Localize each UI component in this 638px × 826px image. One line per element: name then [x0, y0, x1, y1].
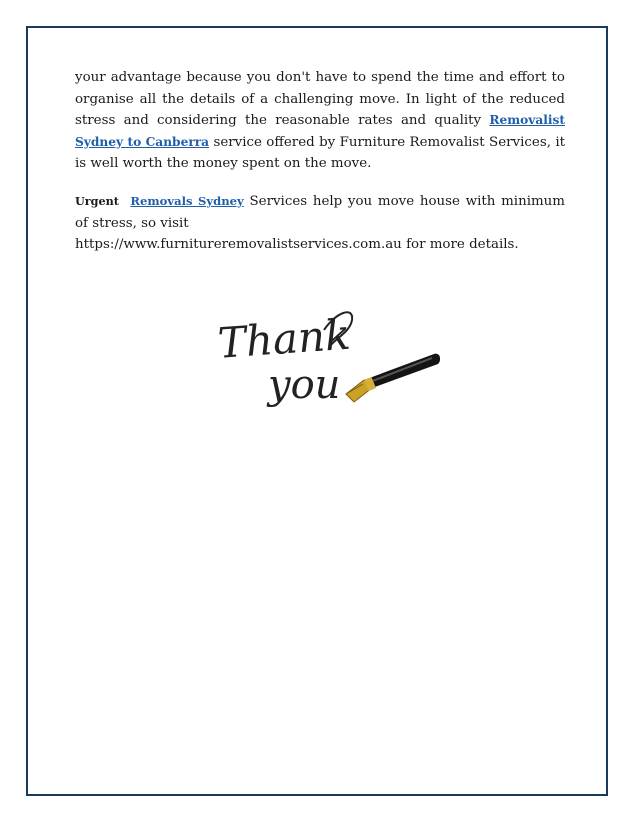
paragraph-1-text-after: service offered by Furniture Removalist Services, it is well worth the money spent on the move. [75, 134, 565, 172]
website-url-line: https://www.furnitureremovalistservices.com.au for more details. [75, 237, 519, 253]
urgent-bold-word: Urgent [75, 193, 119, 208]
paragraph-1-text-before: your advantage because you don't have to spend the time and effort to organise all the details of a challenging move. In light of the reduced stress and considering the reasonable rates and quality [75, 70, 565, 129]
thank-you-line1: Thank [216, 309, 352, 368]
thank-you-line2: you [268, 362, 341, 408]
document-body [75, 67, 565, 256]
fountain-pen-icon [346, 354, 440, 402]
paragraph-2-text-after: Services help you move house with minimum of stress, so visit [75, 193, 565, 231]
removalist-sydney-to-canberra-link[interactable]: Removalist Sydney to Canberra [75, 113, 565, 149]
thank-you-image [214, 302, 440, 420]
paragraph-1 [75, 67, 565, 175]
removals-sydney-link[interactable]: Removals Sydney [130, 193, 244, 208]
paragraph-2 [75, 191, 565, 256]
